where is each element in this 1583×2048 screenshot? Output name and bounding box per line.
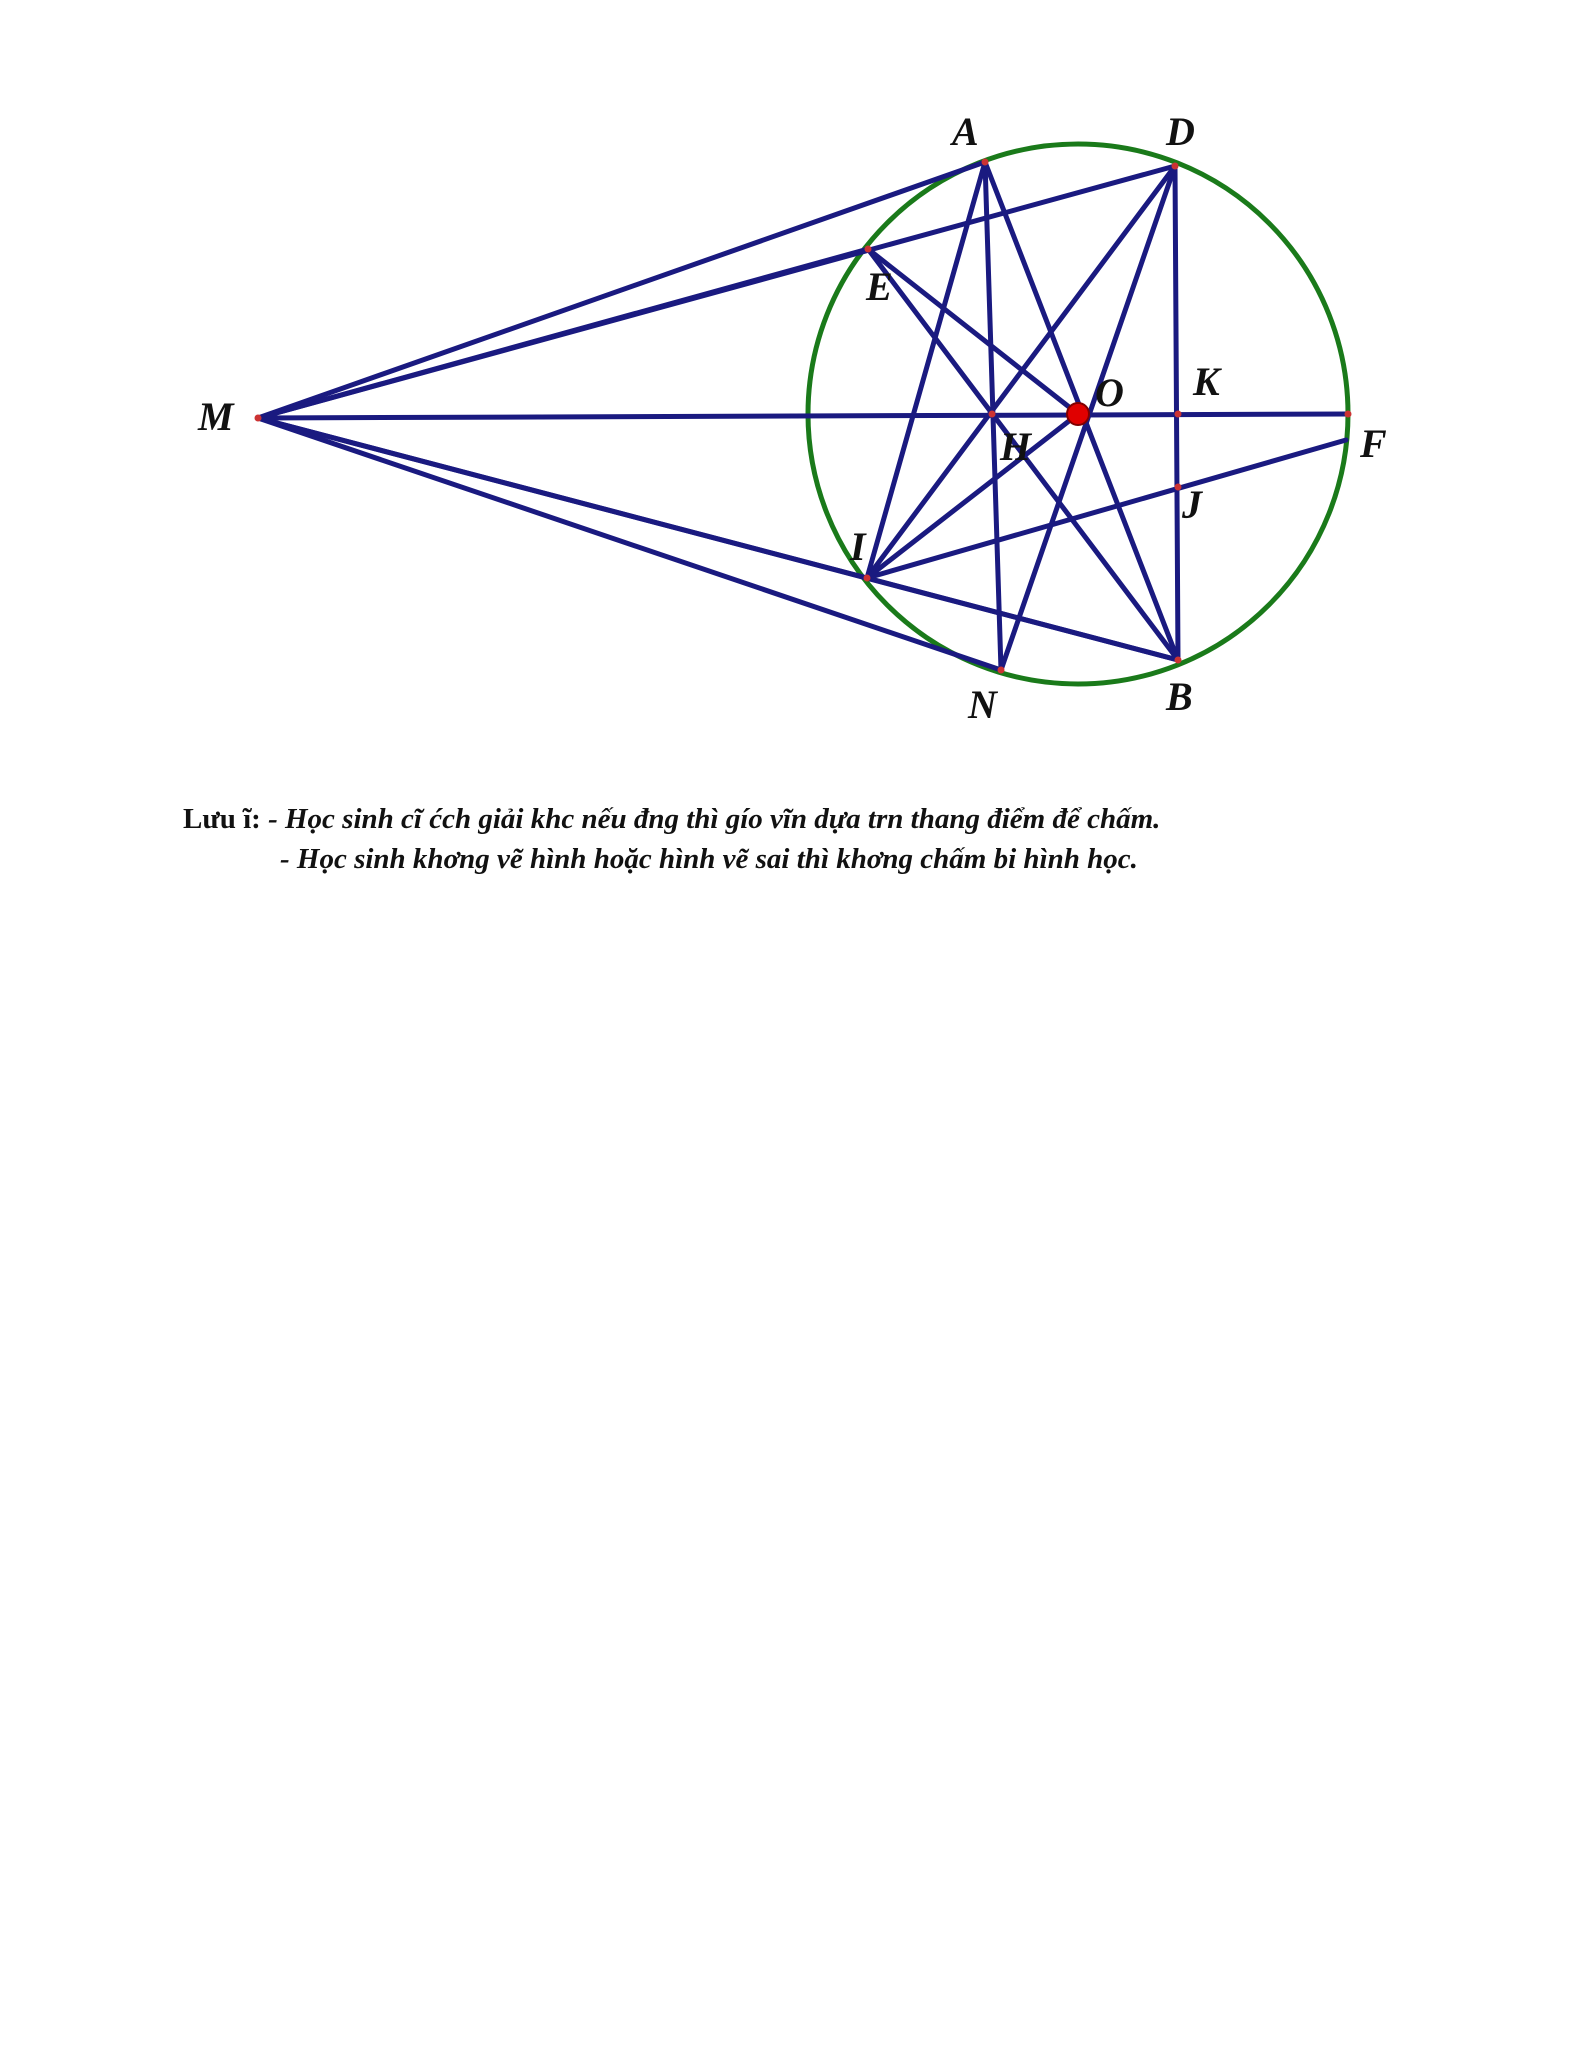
label-o: O <box>1095 370 1124 415</box>
segment-mf <box>258 414 1348 418</box>
label-h: H <box>1000 424 1032 469</box>
label-k: K <box>1193 359 1220 404</box>
note-line-2 <box>280 843 1138 876</box>
point-a <box>982 159 989 166</box>
label-d: D <box>1166 109 1195 154</box>
label-i: I <box>850 524 866 569</box>
note-line-1 <box>183 803 1160 836</box>
point-m <box>255 415 262 422</box>
note-text-2: - Học sinh khơng vẽ hình hoặc hình vẽ sai thì khơng chấm bi hình học. <box>280 843 1138 875</box>
point-i <box>864 575 871 582</box>
point-n <box>998 667 1005 674</box>
geometry-figure <box>0 0 1583 780</box>
label-e: E <box>866 264 893 309</box>
point-h <box>989 411 996 418</box>
point-b <box>1175 657 1182 664</box>
point-k <box>1175 411 1182 418</box>
label-f: F <box>1360 421 1387 466</box>
point-e <box>865 246 872 253</box>
label-j: J <box>1182 482 1202 527</box>
note-text-1: - Học sinh cĩ ćch giải khc nếu đng thì gío vĩn dựa trn thang điểm để chấm. <box>268 803 1161 835</box>
center-point-o <box>1067 403 1089 425</box>
label-a: A <box>952 109 979 154</box>
point-f <box>1345 411 1352 418</box>
label-b: B <box>1166 674 1193 719</box>
point-j <box>1175 484 1182 491</box>
label-n: N <box>968 682 997 727</box>
label-m: M <box>198 394 234 439</box>
segment-ib <box>867 578 1178 660</box>
note-lead: Lưu ĩ: <box>183 803 261 835</box>
point-d <box>1172 163 1179 170</box>
segments <box>258 162 1348 670</box>
segment-if <box>867 440 1346 578</box>
